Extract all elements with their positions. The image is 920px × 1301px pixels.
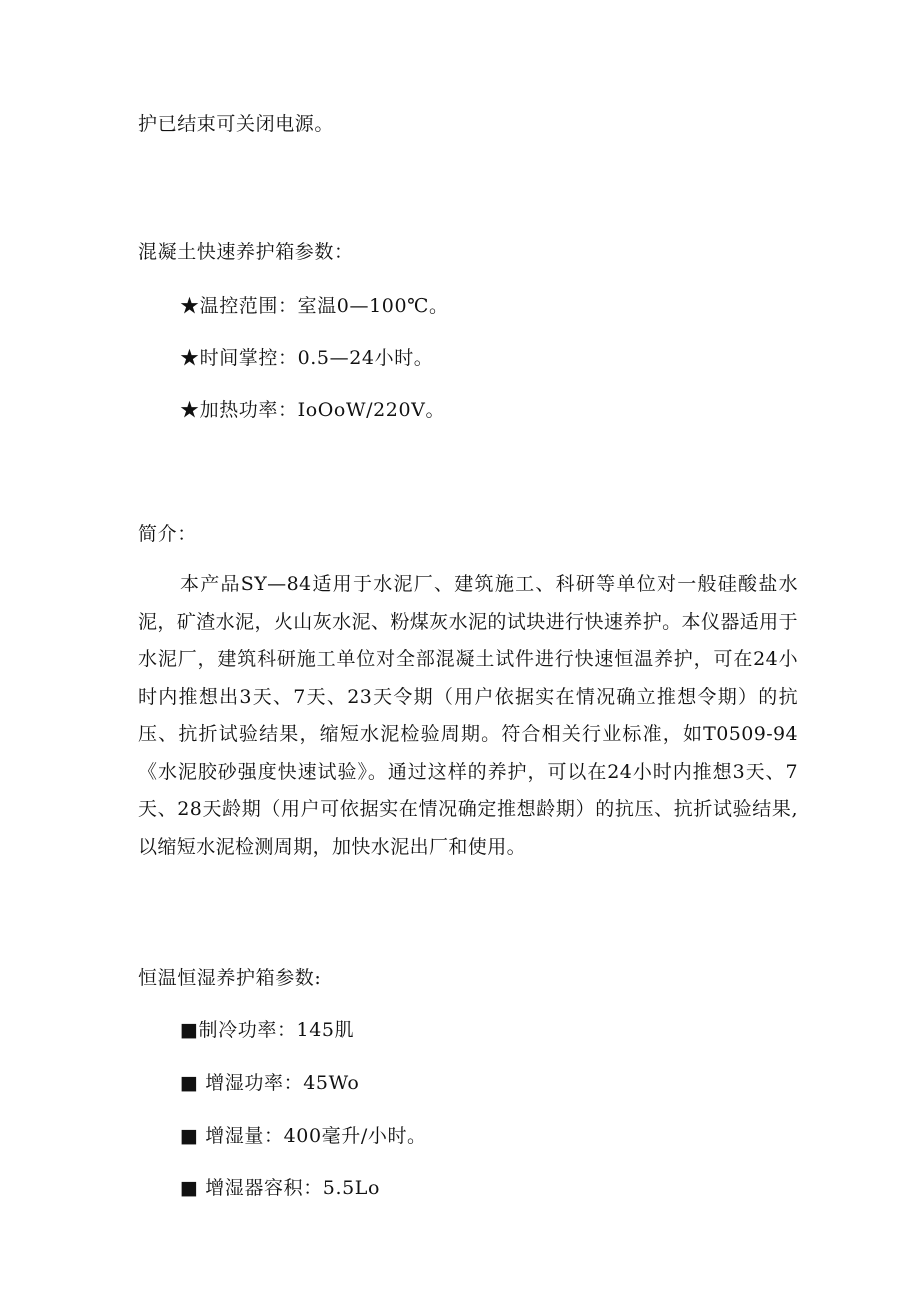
humidity-box-item-humidify-rate: ■ 增湿量：400毫升/小时。 bbox=[180, 1125, 427, 1147]
humidity-box-heading: 恒温恒湿养护箱参数: bbox=[138, 967, 322, 989]
intro-heading: 简介： bbox=[138, 523, 197, 545]
concrete-box-item-time: ★时间掌控：0.5—24小时。 bbox=[180, 347, 434, 369]
humidity-box-item-cooling: ■制冷功率：145肌 bbox=[180, 1019, 355, 1041]
concrete-box-heading: 混凝土快速养护箱参数： bbox=[138, 241, 354, 263]
concrete-box-item-power: ★加热功率：IoOoW/220V。 bbox=[180, 399, 446, 421]
concrete-box-item-temperature: ★温控范围：室温0—100℃。 bbox=[180, 295, 449, 317]
humidity-box-item-humidify-power: ■ 增湿功率：45Wo bbox=[180, 1072, 360, 1094]
continuation-text: 护已结束可关闭电源。 bbox=[138, 113, 335, 135]
humidity-box-item-capacity: ■ 增湿器容积：5.5Lo bbox=[180, 1177, 381, 1199]
intro-paragraph: 本产品SY—84适用于水泥厂、建筑施工、科研等单位对一般硅酸盐水泥，矿渣水泥，火山灰水泥、粉煤灰水泥的试块进行快速养护。本仪器适用于水泥厂，建筑科研施工单位对全部混凝土试件进行快速恒温养护，可在24小时内推想出3天、7天、23天令期（用户依据实在情况确立推想令期）的抗压、抗折试验结果，缩短水泥检验周期。符合相关行业标准，如T0509-94《水泥胶砂强度快速试验》。通过这样的养护，可以在24小时内推想3天、7天、28天龄期（用户可依据实在情况确定推想龄期）的抗压、抗折试验结果,以缩短水泥检测周期，加快水泥出厂和使用。 bbox=[138, 573, 798, 858]
